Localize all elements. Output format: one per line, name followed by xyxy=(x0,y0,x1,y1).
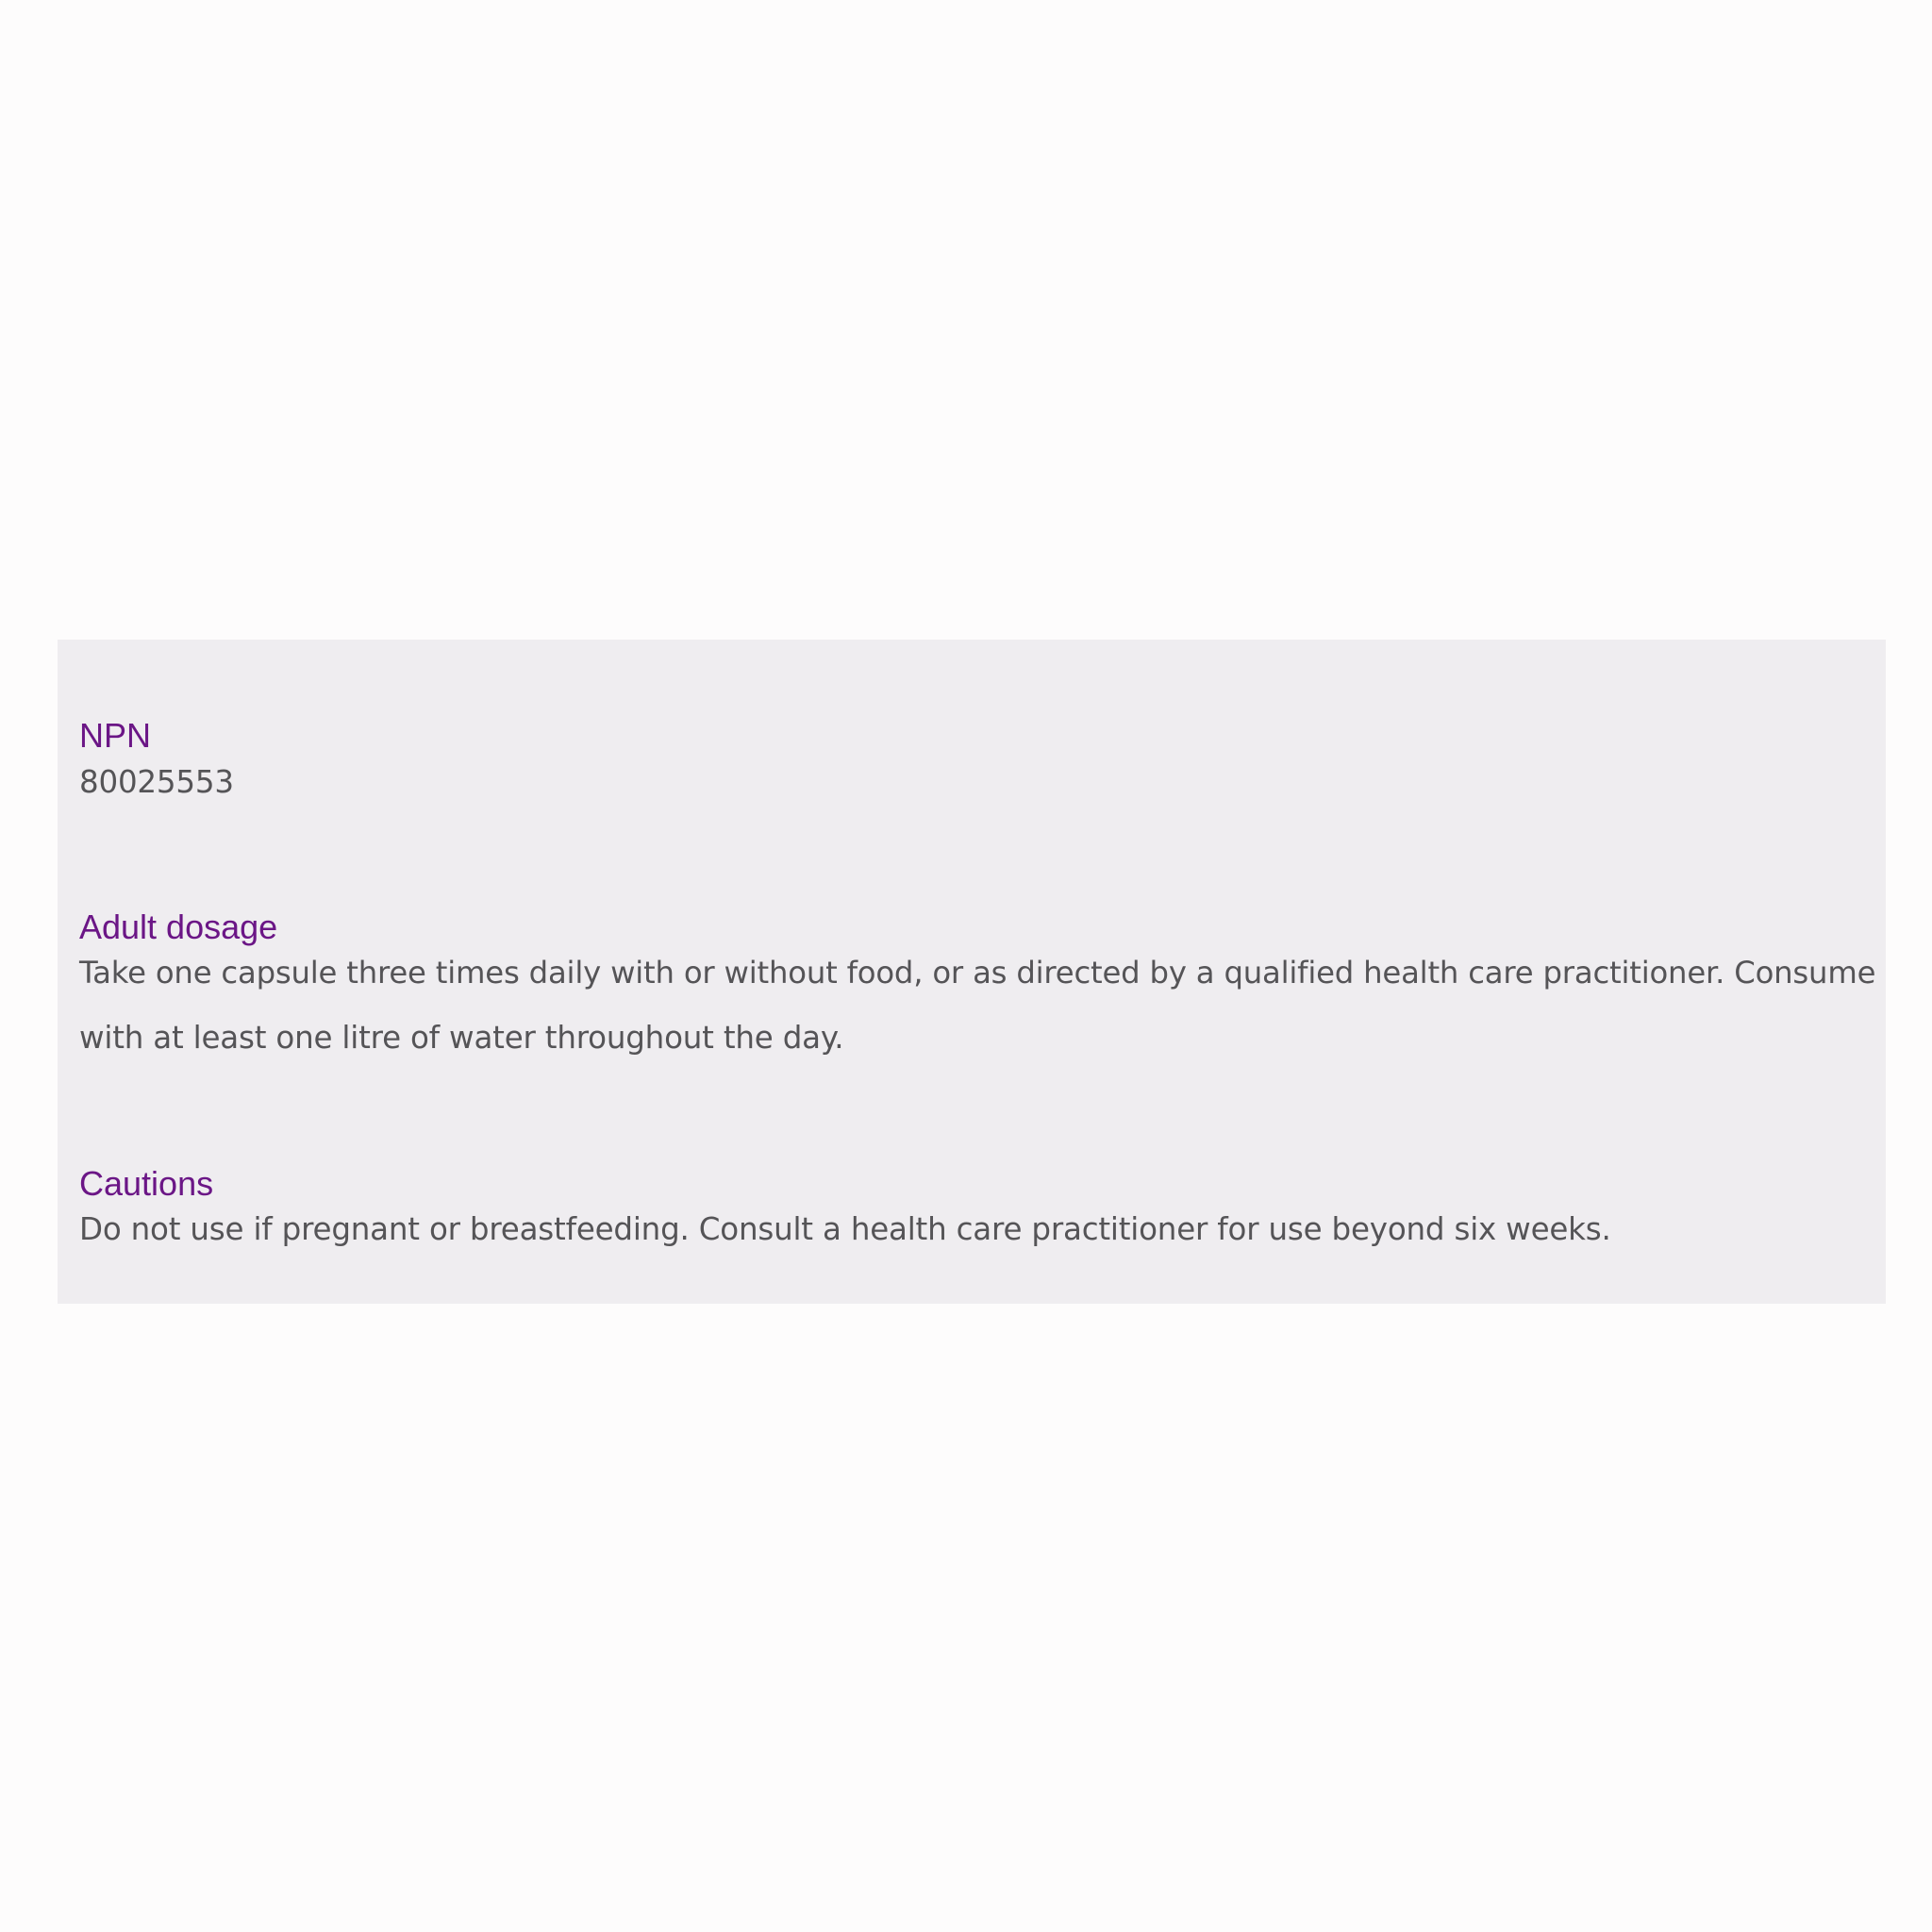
product-info-panel xyxy=(58,640,1886,1304)
adult-dosage-heading: Adult dosage xyxy=(79,908,278,946)
npn-heading: NPN xyxy=(79,716,152,755)
npn-value xyxy=(79,750,1872,815)
cautions-heading: Cautions xyxy=(79,1164,214,1203)
cautions-text xyxy=(79,1197,1872,1262)
adult-dosage-line: Take one capsule three times daily with or without food, or as directed by a qualified health care practitioner. Consume xyxy=(79,955,1876,991)
adult-dosage-text xyxy=(79,941,1876,1071)
npn-value-text: 80025553 xyxy=(79,764,234,800)
cautions-line: Do not use if pregnant or breastfeeding. Consult a health care practitioner for use beyond six weeks. xyxy=(79,1211,1611,1247)
adult-dosage-line: with at least one litre of water throughout the day. xyxy=(79,1020,844,1056)
